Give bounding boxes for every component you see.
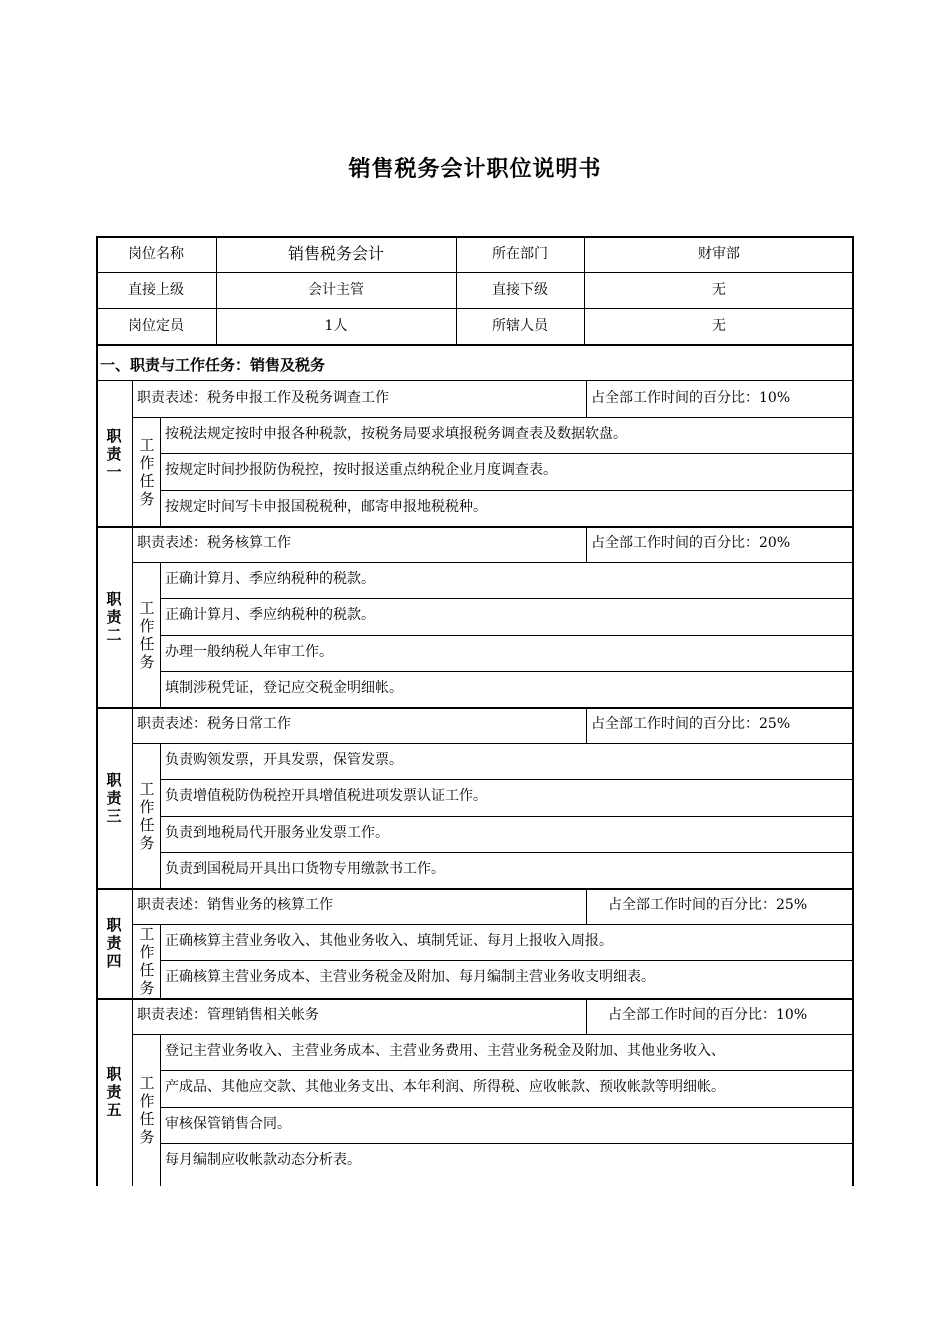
table-rule xyxy=(160,635,854,636)
task-item: 正确计算月、季应纳税种的税款。 xyxy=(165,607,375,624)
info-label: 直接下级 xyxy=(492,282,548,298)
duty-description: 职责表述：税务申报工作及税务调查工作 xyxy=(137,390,389,406)
table-rule xyxy=(132,998,133,1186)
table-rule xyxy=(586,381,587,417)
time-percentage: 占全部工作时间的百分比：25% xyxy=(591,716,791,732)
duty-label: 职责三 xyxy=(106,770,122,825)
task-column-label: 工作任务 xyxy=(139,1074,155,1147)
table-rule xyxy=(586,526,587,562)
task-item: 正确核算主营业务收入、其他业务收入、填制凭证、每月上报收入周报。 xyxy=(165,933,613,949)
table-rule xyxy=(160,816,854,817)
table-rule xyxy=(132,562,854,563)
duty-description: 职责表述：税务日常工作 xyxy=(137,716,291,732)
table-rule xyxy=(160,671,854,672)
table-rule xyxy=(160,598,854,599)
task-item: 按规定时间抄报防伪税控，按时报送重点纳税企业月度调查表。 xyxy=(165,462,557,479)
table-rule xyxy=(132,1034,854,1035)
table-rule xyxy=(584,236,585,344)
duty-label: 职责五 xyxy=(106,1065,122,1119)
info-label: 所在部门 xyxy=(492,246,548,262)
table-rule xyxy=(132,707,133,888)
table-rule xyxy=(160,960,854,961)
table-rule xyxy=(160,1107,854,1108)
table-rule xyxy=(132,526,133,707)
table-rule xyxy=(132,381,133,526)
task-item: 正确核算主营业务成本、主营业务税金及附加、每月编制主营业务收支明细表。 xyxy=(165,969,655,985)
info-value: 销售税务会计 xyxy=(287,244,384,263)
task-item: 审核保管销售合同。 xyxy=(165,1115,291,1132)
info-label: 岗位定员 xyxy=(128,318,184,334)
table-rule xyxy=(132,743,854,744)
table-rule xyxy=(96,308,854,309)
table-border-top xyxy=(96,236,854,238)
table-rule xyxy=(586,998,587,1034)
table-rule xyxy=(160,852,854,853)
task-item: 按规定时间写卡申报国税税种，邮寄申报地税税种。 xyxy=(165,498,487,515)
table-rule xyxy=(586,707,587,743)
duty-description: 职责表述：税务核算工作 xyxy=(137,535,291,551)
time-percentage: 占全部工作时间的百分比：20% xyxy=(591,535,791,551)
task-item: 负责到地税局代开服务业发票工作。 xyxy=(165,824,389,841)
table-rule xyxy=(160,1143,854,1144)
table-border-right xyxy=(852,236,854,1186)
table-rule xyxy=(132,417,854,418)
table-rule xyxy=(160,924,161,998)
table-rule xyxy=(160,1034,161,1186)
time-percentage: 占全部工作时间的百分比：10% xyxy=(608,1007,808,1023)
duty-label: 职责一 xyxy=(106,426,122,481)
task-item: 按税法规定按时申报各种税款，按税务局要求填报税务调查表及数据软盘。 xyxy=(165,426,627,443)
task-item: 负责购领发票，开具发票，保管发票。 xyxy=(165,752,403,769)
task-item: 办理一般纳税人年审工作。 xyxy=(165,643,333,660)
duty-block-rule xyxy=(96,888,854,890)
info-value: 会计主管 xyxy=(308,282,364,298)
table-rule xyxy=(456,236,457,344)
info-value: 无 xyxy=(712,282,726,298)
table-rule xyxy=(586,888,587,924)
info-value: 无 xyxy=(712,318,726,334)
table-rule xyxy=(132,888,133,998)
task-item: 负责增值税防伪税控开具增值税进项发票认证工作。 xyxy=(165,788,487,805)
table-rule xyxy=(216,236,217,344)
info-label: 直接上级 xyxy=(128,282,184,298)
table-rule xyxy=(160,779,854,780)
task-item: 负责到国税局开具出口货物专用缴款书工作。 xyxy=(165,860,445,877)
task-item: 正确计算月、季应纳税种的税款。 xyxy=(165,571,375,588)
info-value: 财审部 xyxy=(698,246,740,262)
table-border-left xyxy=(96,236,98,1186)
table-rule xyxy=(160,1070,854,1071)
time-percentage: 占全部工作时间的百分比：25% xyxy=(608,897,808,913)
job-description-table xyxy=(96,236,854,1186)
table-rule xyxy=(160,490,854,491)
task-column-label: 工作任务 xyxy=(139,435,155,508)
table-rule xyxy=(132,924,854,925)
table-rule xyxy=(96,380,854,381)
table-rule xyxy=(160,453,854,454)
duty-label: 职责四 xyxy=(106,916,122,970)
info-value: 1人 xyxy=(324,318,348,334)
info-label: 所辖人员 xyxy=(492,318,548,334)
duty-description: 职责表述：管理销售相关帐务 xyxy=(137,1007,319,1023)
duty-block-rule xyxy=(96,707,854,709)
time-percentage: 占全部工作时间的百分比：10% xyxy=(591,390,791,406)
duty-block-rule xyxy=(96,526,854,528)
task-item: 登记主营业务收入、主营业务成本、主营业务费用、主营业务税金及附加、其他业务收入、 xyxy=(165,1043,725,1060)
task-column-label: 工作任务 xyxy=(139,925,155,997)
task-item: 产成品、其他应交款、其他业务支出、本年利润、所得税、应收帐款、预收帐款等明细帐。 xyxy=(165,1079,725,1096)
table-rule xyxy=(160,417,161,526)
page-title: 销售税务会计职位说明书 xyxy=(348,157,602,182)
duty-label: 职责二 xyxy=(106,589,122,644)
section-heading: 一、职责与工作任务：销售及税务 xyxy=(100,356,326,374)
info-label: 岗位名称 xyxy=(128,246,184,262)
info-bottom-rule xyxy=(96,344,854,346)
duty-description: 职责表述：销售业务的核算工作 xyxy=(137,897,333,913)
task-column-label: 工作任务 xyxy=(139,598,155,671)
task-item: 填制涉税凭证，登记应交税金明细帐。 xyxy=(165,679,403,696)
task-column-label: 工作任务 xyxy=(139,779,155,852)
table-rule xyxy=(96,272,854,273)
task-item: 每月编制应收帐款动态分析表。 xyxy=(165,1151,361,1168)
duty-block-rule xyxy=(96,998,854,1000)
